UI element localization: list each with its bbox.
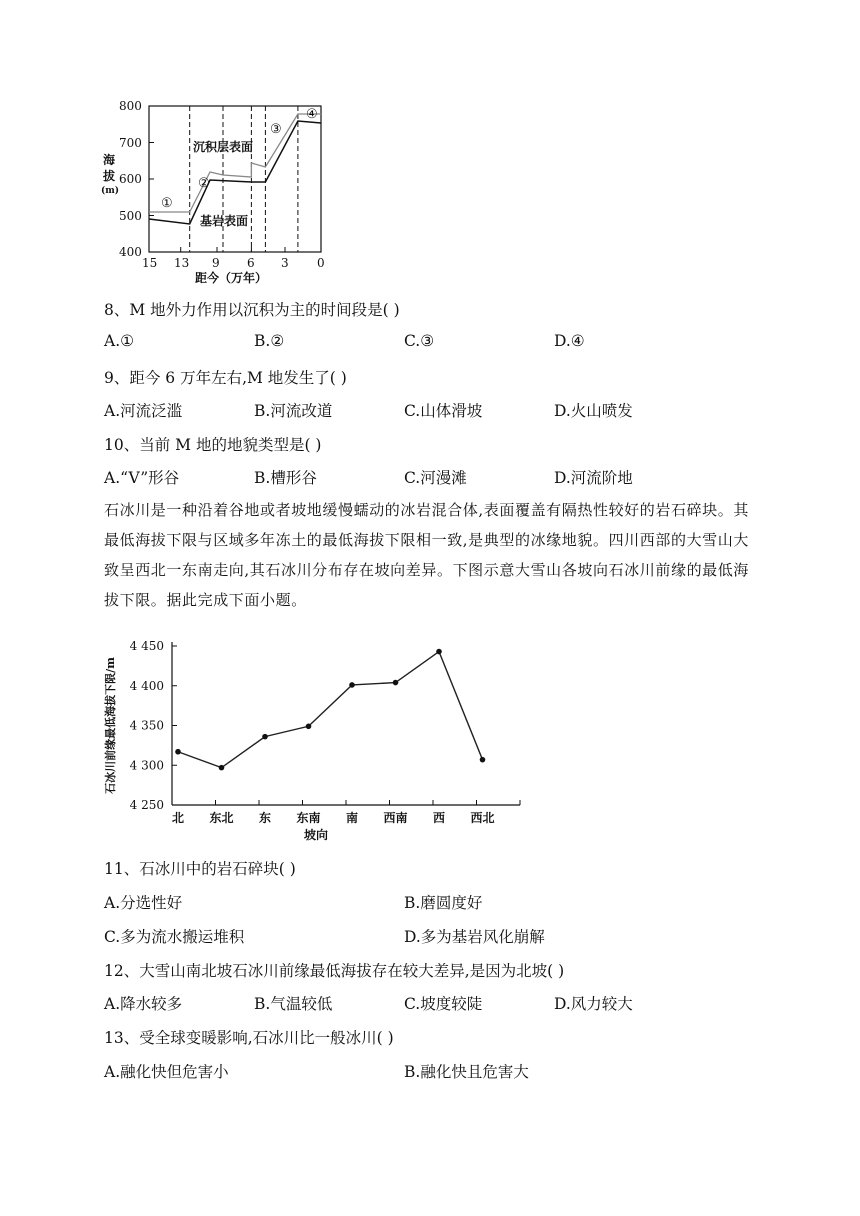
q8-option-d[interactable]: D.④: [554, 332, 585, 350]
xtick-6: 6: [247, 256, 255, 270]
q9-option-b[interactable]: B.河流改道: [254, 402, 333, 420]
q8-option-a[interactable]: A.①: [104, 332, 135, 350]
period-marker-2: ②: [198, 176, 210, 191]
data-point: [349, 682, 355, 688]
data-point: [219, 765, 225, 771]
period-marker-4: ④: [306, 107, 318, 122]
q8-stem: 8、M 地外力作用以沉积为主的时间段是( ): [104, 301, 400, 319]
q10-option-b[interactable]: B.槽形谷: [254, 469, 317, 487]
q9-option-a[interactable]: A.河流泛滥: [104, 402, 183, 420]
xtick-9: 9: [212, 256, 220, 270]
ytick-600: 600: [119, 172, 142, 186]
x-tick-label: 东北: [209, 811, 234, 825]
data-point: [480, 757, 486, 763]
y-tick-label: 4 400: [129, 678, 164, 693]
ylabel-char-1: 海: [103, 153, 116, 167]
q9-option-d[interactable]: D.火山喷发: [554, 402, 633, 420]
x-tick-label: 西北: [470, 811, 495, 825]
x-tick-label: 东南: [296, 811, 321, 825]
q10-option-c[interactable]: C.河漫滩: [404, 469, 467, 487]
series-line: [178, 652, 483, 768]
y-tick-label: 4 250: [129, 798, 164, 812]
rock-glacier-chart: [100, 630, 540, 852]
xtick-3: 3: [281, 256, 289, 270]
q11-option-d[interactable]: D.多为基岩风化崩解: [404, 928, 545, 946]
q9-stem: 9、距今 6 万年左右,M 地发生了( ): [104, 369, 347, 387]
period-marker-3: ③: [270, 122, 282, 137]
data-point: [436, 649, 442, 655]
y-tick-label: 4 350: [129, 718, 164, 733]
x-tick-label: 北: [171, 811, 185, 825]
sediment-surface-line: [149, 114, 321, 212]
x-tick-label: 东: [258, 811, 272, 825]
q12-option-a[interactable]: A.降水较多: [104, 995, 183, 1013]
period-marker-1: ①: [161, 196, 173, 211]
q12-option-b[interactable]: B.气温较低: [254, 995, 333, 1013]
data-point: [306, 723, 312, 729]
q12-stem: 12、大雪山南北坡石冰川前缘最低海拔存在较大差异,是因为北坡( ): [104, 962, 565, 980]
q11-option-c[interactable]: C.多为流水搬运堆积: [104, 928, 245, 946]
ylabel-unit: (m): [101, 186, 120, 196]
q12-option-c[interactable]: C.坡度较陡: [404, 995, 483, 1013]
y-tick-label: 4 300: [129, 758, 164, 773]
x-tick-label: 西南: [383, 811, 408, 825]
data-point: [393, 680, 399, 686]
ylabel-char-2: 拔: [103, 169, 116, 183]
bedrock-surface-line: [149, 121, 321, 224]
q11-stem: 11、石冰川中的岩石碎块( ): [104, 860, 296, 878]
q12-option-d[interactable]: D.风力较大: [554, 995, 633, 1013]
q13-stem: 13、受全球变暖影响,石冰川比一般冰川( ): [104, 1029, 394, 1047]
q10-option-a[interactable]: A.“V”形谷: [104, 469, 180, 487]
q10-option-d[interactable]: D.河流阶地: [554, 469, 633, 487]
q13-option-b[interactable]: B.融化快且危害大: [404, 1063, 529, 1081]
profile-chart-frame: [149, 106, 321, 252]
y-tick-label: 4 450: [129, 639, 164, 653]
q9-option-c[interactable]: C.山体滑坡: [404, 402, 483, 420]
reading-passage: 石冰川是一种沿着谷地或者坡地缓慢蠕动的冰岩混合体,表面覆盖有隔热性较好的岩石碎块。其最低海拔下限与区域多年冻土的最低海拔下限相一致,是典型的冰缘地貌。四川西部的大雪山大致呈西北一东南走向,其石冰川分布存在坡向差异。下图示意大雪山各坡向石冰川前缘的最低海拔下限。据此完成下面小题。: [104, 501, 749, 609]
ytick-500: 500: [119, 209, 142, 223]
xtick-15: 15: [142, 256, 158, 270]
profile-xlabel: 距今（万年）: [195, 271, 268, 285]
label-sediment-surface: 沉积层表面: [193, 140, 254, 154]
q13-option-a[interactable]: A.融化快但危害小: [104, 1063, 229, 1081]
q10-stem: 10、当前 M 地的地貌类型是( ): [104, 436, 322, 454]
xtick-13: 13: [174, 256, 190, 270]
q11-option-b[interactable]: B.磨圆度好: [404, 894, 483, 912]
q11-option-a[interactable]: A.分选性好: [104, 894, 183, 912]
ytick-800: 800: [119, 99, 142, 113]
q8-option-c[interactable]: C.③: [404, 332, 435, 350]
data-point: [262, 734, 268, 740]
label-bedrock-surface: 基岩表面: [200, 214, 249, 228]
ytick-400: 400: [119, 245, 142, 259]
profile-chart: [100, 98, 340, 288]
y-axis-title: 石冰川前缘最低海拔下限/m: [104, 657, 117, 794]
q8-option-b[interactable]: B.②: [254, 332, 285, 350]
xtick-0: 0: [317, 256, 325, 270]
x-tick-label: 南: [345, 811, 359, 825]
ytick-700: 700: [119, 136, 142, 150]
x-axis-title: 坡向: [303, 828, 329, 842]
data-point: [175, 749, 181, 755]
x-tick-label: 西: [432, 811, 446, 825]
